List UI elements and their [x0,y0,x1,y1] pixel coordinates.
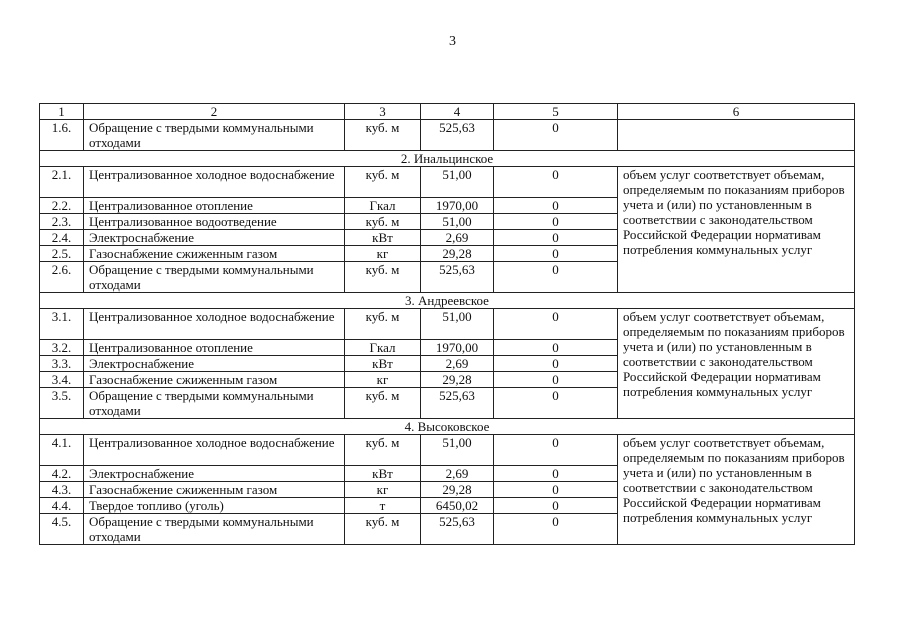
unit-cell: кВт [345,466,421,482]
value-cell: 51,00 [421,214,494,230]
value-cell: 29,28 [421,246,494,262]
section-header-row [40,151,855,167]
table-row [40,120,855,151]
section-header-row [40,419,855,435]
unit-cell: куб. м [345,309,421,340]
row-number: 4.1. [40,435,84,466]
section-title: 4. Высоковское [40,419,855,435]
col5-cell: 0 [494,309,618,340]
col5-cell: 0 [494,167,618,198]
value-cell: 2,69 [421,230,494,246]
value-cell: 51,00 [421,435,494,466]
row-number: 3.1. [40,309,84,340]
col5-cell: 0 [494,340,618,356]
unit-cell: Гкал [345,340,421,356]
row-number: 3.5. [40,388,84,419]
unit-cell: куб. м [345,388,421,419]
section-title: 3. Андреевское [40,293,855,309]
value-cell: 525,63 [421,120,494,151]
value-cell: 525,63 [421,388,494,419]
service-name: Централизованное холодное водоснабжение [84,309,345,340]
service-name: Электроснабжение [84,230,345,246]
column-header: 4 [421,104,494,120]
value-cell: 51,00 [421,309,494,340]
column-header: 2 [84,104,345,120]
unit-cell: куб. м [345,435,421,466]
row-number: 2.4. [40,230,84,246]
service-name: Газоснабжение сжиженным газом [84,482,345,498]
services-table [39,103,855,545]
unit-cell: куб. м [345,514,421,545]
row-number: 2.5. [40,246,84,262]
value-cell: 525,63 [421,262,494,293]
value-cell: 2,69 [421,356,494,372]
value-cell: 1970,00 [421,340,494,356]
unit-cell: куб. м [345,214,421,230]
value-cell: 29,28 [421,482,494,498]
service-name: Газоснабжение сжиженным газом [84,246,345,262]
unit-cell: кВт [345,230,421,246]
value-cell: 51,00 [421,167,494,198]
service-name: Обращение с твердыми коммунальными отходами [84,120,345,151]
col5-cell: 0 [494,388,618,419]
value-cell: 29,28 [421,372,494,388]
unit-cell: Гкал [345,198,421,214]
service-name: Централизованное холодное водоснабжение [84,435,345,466]
column-number-row [40,104,855,120]
unit-cell: куб. м [345,262,421,293]
row-number: 3.2. [40,340,84,356]
row-number: 2.6. [40,262,84,293]
row-number: 4.2. [40,466,84,482]
column-header: 3 [345,104,421,120]
col5-cell: 0 [494,230,618,246]
unit-cell: т [345,498,421,514]
table-row [40,309,855,340]
col5-cell: 0 [494,198,618,214]
col5-cell: 0 [494,356,618,372]
note-cell [618,120,855,151]
note-cell: объем услуг соответствует объемам, определяемым по показаниям приборов учета и (или) по установленным в соответствии с законодательством Российской Федерации нормативам потребления коммунальных услуг [618,167,855,293]
col5-cell: 0 [494,262,618,293]
unit-cell: кг [345,246,421,262]
note-cell: объем услуг соответствует объемам, определяемым по показаниям приборов учета и (или) по установленным в соответствии с законодательством Российской Федерации нормативам потребления коммунальных услуг [618,435,855,545]
unit-cell: куб. м [345,167,421,198]
page-number: 3 [449,34,456,49]
unit-cell: кг [345,372,421,388]
value-cell: 525,63 [421,514,494,545]
row-number: 4.5. [40,514,84,545]
service-name: Обращение с твердыми коммунальными отходами [84,388,345,419]
value-cell: 1970,00 [421,198,494,214]
col5-cell: 0 [494,214,618,230]
value-cell: 6450,02 [421,498,494,514]
col5-cell: 0 [494,466,618,482]
row-number: 1.6. [40,120,84,151]
column-header: 1 [40,104,84,120]
unit-cell: кг [345,482,421,498]
row-number: 2.1. [40,167,84,198]
row-number: 4.3. [40,482,84,498]
row-number: 3.3. [40,356,84,372]
unit-cell: кВт [345,356,421,372]
service-name: Твердое топливо (уголь) [84,498,345,514]
unit-cell: куб. м [345,120,421,151]
service-name: Централизованное холодное водоснабжение [84,167,345,198]
service-name: Электроснабжение [84,356,345,372]
column-header: 6 [618,104,855,120]
col5-cell: 0 [494,246,618,262]
col5-cell: 0 [494,514,618,545]
row-number: 2.3. [40,214,84,230]
col5-cell: 0 [494,435,618,466]
section-title: 2. Инальцинское [40,151,855,167]
table-body [40,104,855,545]
service-name: Централизованное отопление [84,198,345,214]
section-header-row [40,293,855,309]
col5-cell: 0 [494,372,618,388]
col5-cell: 0 [494,120,618,151]
column-header: 5 [494,104,618,120]
service-name: Обращение с твердыми коммунальными отходами [84,262,345,293]
row-number: 4.4. [40,498,84,514]
value-cell: 2,69 [421,466,494,482]
row-number: 3.4. [40,372,84,388]
col5-cell: 0 [494,498,618,514]
row-number: 2.2. [40,198,84,214]
service-name: Газоснабжение сжиженным газом [84,372,345,388]
note-cell: объем услуг соответствует объемам, определяемым по показаниям приборов учета и (или) по установленным в соответствии с законодательством Российской Федерации нормативам потребления коммунальных услуг [618,309,855,419]
col5-cell: 0 [494,482,618,498]
service-name: Электроснабжение [84,466,345,482]
service-name: Обращение с твердыми коммунальными отходами [84,514,345,545]
table-row [40,167,855,198]
service-name: Централизованное водоотведение [84,214,345,230]
service-name: Централизованное отопление [84,340,345,356]
table-row [40,435,855,466]
